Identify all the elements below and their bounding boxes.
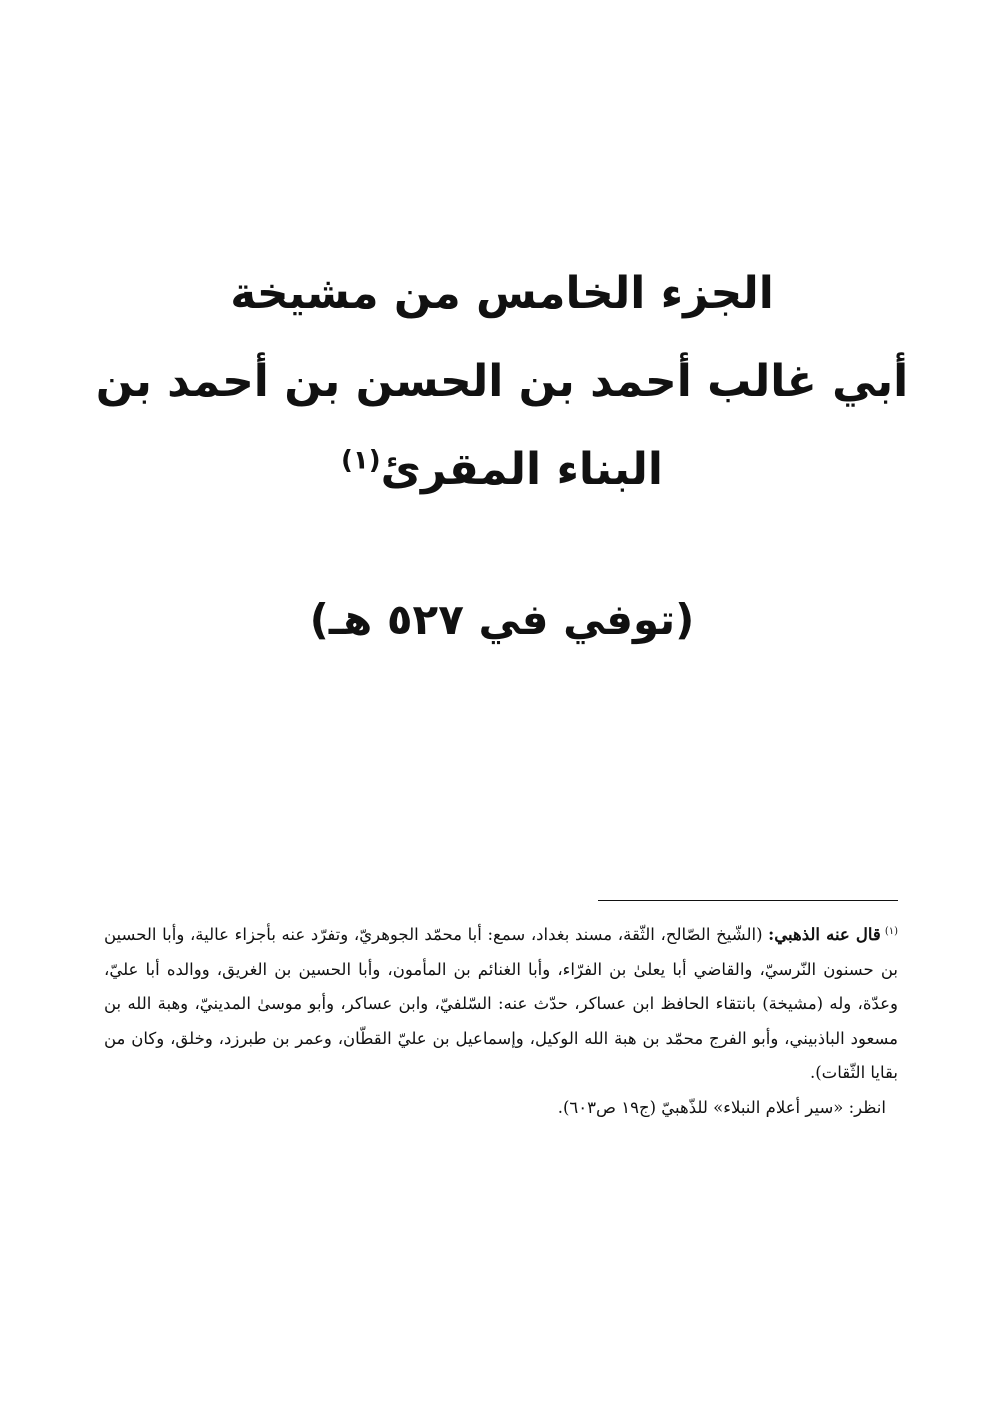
title-block <box>60 250 944 514</box>
footnote-divider <box>598 900 898 901</box>
footnote-body: (الشّيخ الصّالح، الثّقة، مسند بغداد، سمع: أبا محمّد الجوهريّ، وتفرّد عنه بأجزاء عالية، وأبا الحسين بن حسنون النّرسيّ، والقاضي أبا يعلىٰ بن الفرّاء، وأبا الغنائم بن المأمون، وأبا الحسين بن الغريق، ووالده أبا عليّ، وعدّة، وله (مشيخة) بانتقاء الحافظ ابن عساكر، حدّث عنه: السّلفيّ، وابن عساكر، وأبو موسىٰ المدينيّ، وهبة الله بن مسعود الباذبيني، وأبو الفرج محمّد بن هبة الله الوكيل، وإسماعيل بن عليّ القطّان، وعمر بن طبرزد، وخلق، وكان من بقايا الثّقات). <box>104 925 898 1082</box>
footnote-lead: قال عنه الذهبي: <box>768 925 881 944</box>
title-line-3-text: البناء المقرئ <box>380 444 663 495</box>
title-footnote-reference[interactable]: (١) <box>341 445 381 476</box>
title-line-3 <box>60 426 944 514</box>
death-date: (توفي في ٥٢٧ هـ) <box>309 595 695 644</box>
footnote-marker: (١) <box>884 925 899 937</box>
title-line-1: الجزء الخامس من مشيخة <box>230 268 774 319</box>
footnote-reference-line: انظر: «سير أعلام النبلاء» للذّهبيّ (ج١٩ ص٦٠٣). <box>557 1097 886 1117</box>
footnote <box>104 918 898 1125</box>
title-line-2: أبي غالب أحمد بن الحسن بن أحمد بن <box>95 356 909 407</box>
footnote-paragraph <box>104 918 898 1091</box>
